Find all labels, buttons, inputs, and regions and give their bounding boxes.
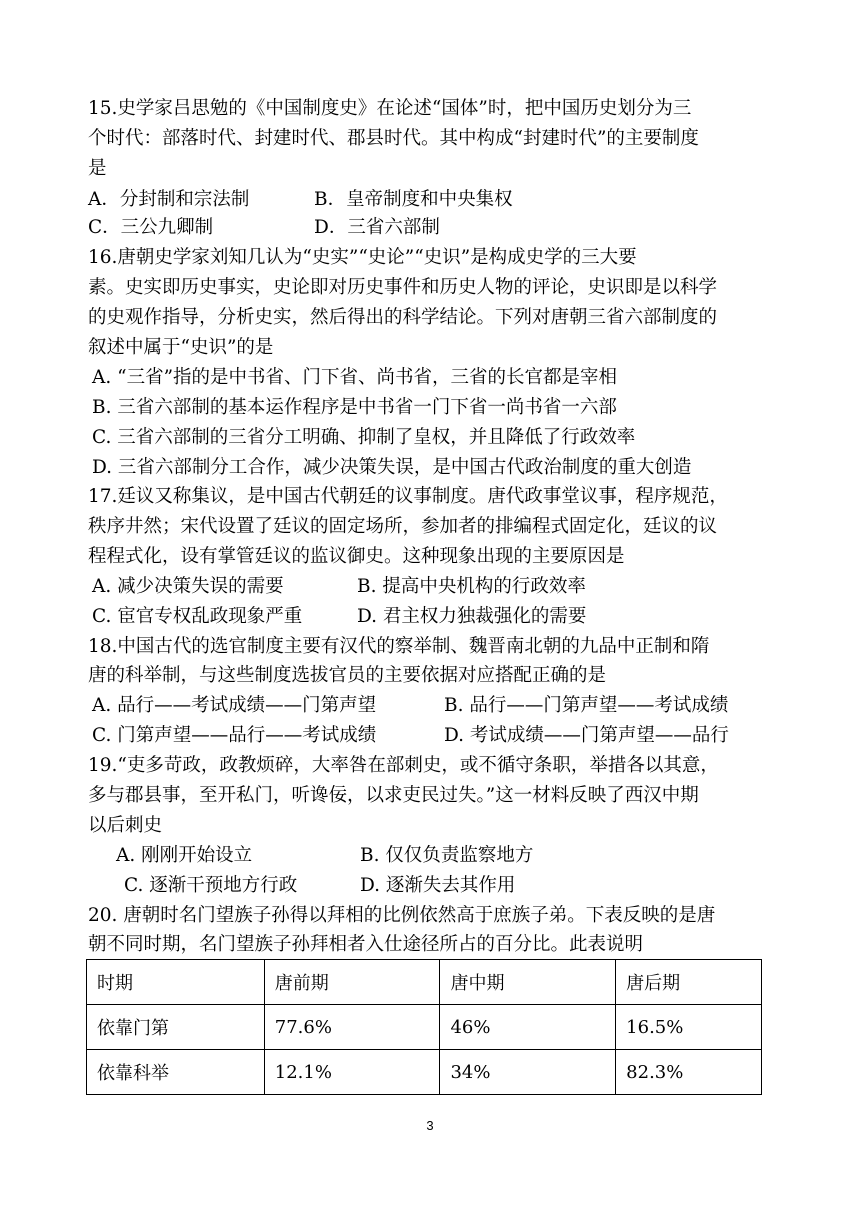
q18-option-d: D. 考试成绩——门第声望——品行 <box>444 725 729 746</box>
q16-line-3: 的史观作指导，分析史实，然后得出的科学结论。下列对唐朝三省六部制度的 <box>88 307 718 328</box>
table-cell: 82.3% <box>616 1050 762 1095</box>
table-header-row <box>87 960 762 1005</box>
table-cell: 依靠科举 <box>87 1050 265 1095</box>
page-number: 3 <box>426 1118 434 1133</box>
q17-option-a: A. 减少决策失误的需要 <box>92 576 284 597</box>
table-cell: 46% <box>440 1005 616 1050</box>
q19-line-3: 以后刺史 <box>88 815 163 836</box>
q18-line-1: 18.中国古代的选官制度主要有汉代的察举制、魏晋南北朝的九品中正制和隋 <box>88 636 710 657</box>
table-header-cell: 时期 <box>87 960 265 1005</box>
q15-option-c: C．三公九卿制 <box>88 217 214 238</box>
q15-line-2: 个时代：部落时代、封建时代、郡县时代。其中构成“封建时代”的主要制度 <box>88 128 699 149</box>
table-cell: 16.5% <box>616 1005 762 1050</box>
q19-option-d: D. 逐渐失去其作用 <box>360 875 516 896</box>
table-row <box>87 1050 762 1095</box>
q20-line-2: 朝不同时期，名门望族子孙拜相者入仕途径所占的百分比。此表说明 <box>88 934 644 955</box>
q16-line-4: 叙述中属于“史识”的是 <box>88 337 274 358</box>
q17-line-3: 程程式化，设有掌管廷议的监议御史。这种现象出现的主要原因是 <box>88 546 625 567</box>
table-header-cell: 唐后期 <box>616 960 762 1005</box>
q16-option-c: C. 三省六部制的三省分工明确、抑制了皇权，并且降低了行政效率 <box>92 427 636 448</box>
q19-option-c: C. 逐渐干预地方行政 <box>124 875 298 896</box>
q16-option-d: D. 三省六部制分工合作，减少决策失误，是中国古代政治制度的重大创造 <box>92 457 692 478</box>
q17-line-2: 秩序井然；宋代设置了廷议的固定场所，参加者的排编程式固定化，廷议的议 <box>88 516 718 537</box>
q15-line-3: 是 <box>88 158 107 179</box>
q18-option-b: B. 品行——门第声望——考试成绩 <box>444 695 729 716</box>
table-header-cell: 唐中期 <box>440 960 616 1005</box>
q16-line-2: 素。史实即历史事实，史论即对历史事件和历史人物的评论，史识即是以科学 <box>88 277 718 298</box>
table-cell: 34% <box>440 1050 616 1095</box>
q19-line-1: 19.“吏多苛政，政教烦碎，大率咎在部刺史，或不循守条职，举措各以其意， <box>88 755 719 776</box>
q15-option-a: A．分封制和宗法制 <box>88 189 250 210</box>
q20-data-table <box>86 959 762 1095</box>
q16-option-b: B. 三省六部制的基本运作程序是中书省一门下省一尚书省一六部 <box>92 397 617 418</box>
table-row <box>87 1005 762 1050</box>
q15-line-1: 15.史学家吕思勉的《中国制度史》在论述“国体”时，把中国历史划分为三 <box>88 98 692 119</box>
q17-line-1: 17.廷议又称集议，是中国古代朝廷的议事制度。唐代政事堂议事，程序规范， <box>88 486 728 507</box>
q18-option-c: C. 门第声望——品行——考试成绩 <box>92 725 377 746</box>
q20-line-1: 20. 唐朝时名门望族子孙得以拜相的比例依然高于庶族子弟。下表反映的是唐 <box>88 905 716 926</box>
q15-option-b: B．皇帝制度和中央集权 <box>314 189 513 210</box>
table-cell: 77.6% <box>264 1005 440 1050</box>
q19-option-b: B. 仅仅负责监察地方 <box>360 845 534 866</box>
table-cell: 依靠门第 <box>87 1005 265 1050</box>
q19-line-2: 多与郡县事，至开私门，听谗佞，以求吏民过失。”这一材料反映了西汉中期 <box>88 785 699 806</box>
q18-line-2: 唐的科举制，与这些制度选拔官员的主要依据对应搭配正确的是 <box>88 665 607 686</box>
q16-option-a: A. “三省”指的是中书省、门下省、尚书省，三省的长官都是宰相 <box>92 367 618 388</box>
q17-option-c: C. 宦官专权乱政现象严重 <box>92 606 303 627</box>
table-cell: 12.1% <box>264 1050 440 1095</box>
q17-option-d: D. 君主权力独裁强化的需要 <box>357 606 587 627</box>
q18-option-a: A. 品行——考试成绩——门第声望 <box>92 695 377 716</box>
table-header-cell: 唐前期 <box>264 960 440 1005</box>
q15-option-d: D．三省六部制 <box>314 217 440 238</box>
q19-option-a: A. 刚刚开始设立 <box>116 845 253 866</box>
q17-option-b: B. 提高中央机构的行政效率 <box>357 576 586 597</box>
q16-line-1: 16.唐朝史学家刘知几认为“史实”“史论”“史识”是构成史学的三大要 <box>88 247 637 268</box>
